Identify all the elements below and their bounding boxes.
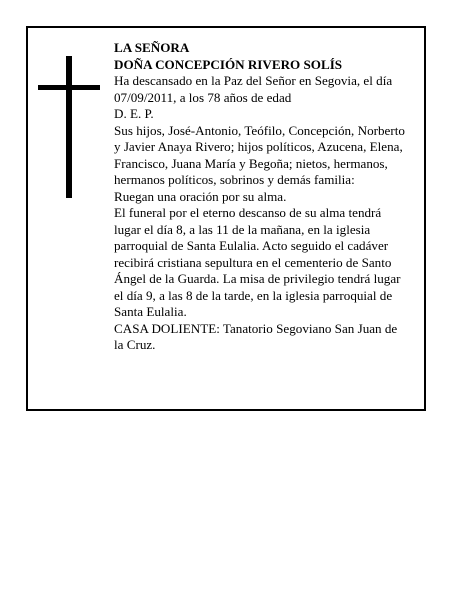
notice-line: 07/09/2011, a los 78 años de edad — [114, 89, 292, 105]
notice-line: la Cruz. — [114, 337, 156, 352]
notice-line: Francisco, Juana María y Begoña; nietos, hermanos, — [114, 155, 388, 171]
notice-line: El funeral por el eterno descanso de su alma tendrá — [114, 205, 382, 220]
notice-text — [114, 40, 422, 354]
notice-line: CASA DOLIENTE: Tanatorio Segoviano San Juan de — [114, 320, 398, 336]
obituary-notice — [26, 26, 426, 411]
cross-horizontal-bar — [38, 85, 100, 90]
notice-line: Ha descansado en la Paz del Señor en Segovia, el día — [114, 73, 393, 88]
notice-line: Ángel de la Guarda. La misa de privilegio tendrá lugar — [114, 271, 401, 286]
notice-title: LA SEÑORA — [114, 40, 190, 55]
cross-vertical-bar — [66, 56, 72, 198]
notice-line: el día 9, a las 8 de la tarde, en la iglesia parroquial de — [114, 287, 393, 303]
deceased-name: DOÑA CONCEPCIÓN RIVERO SOLÍS — [114, 56, 343, 72]
notice-line: Ruegan una oración por su alma. — [114, 188, 287, 204]
notice-line: parroquial de Santa Eulalia. Acto seguido el cadáver — [114, 238, 389, 253]
notice-line: lugar el día 8, a las 11 de la mañana, en la iglesia — [114, 221, 371, 237]
notice-line: Sus hijos, José-Antonio, Teófilo, Concepción, Norberto — [114, 122, 405, 138]
notice-line: Santa Eulalia. — [114, 304, 187, 319]
rip-abbreviation: D. E. P. — [114, 106, 154, 121]
notice-line: recibirá cristiana sepultura en el cementerio de Santo — [114, 254, 392, 270]
notice-line: y Javier Anaya Rivero; hijos políticos, Azucena, Elena, — [114, 139, 403, 154]
notice-line: hermanos políticos, sobrinos y demás familia: — [114, 172, 355, 187]
